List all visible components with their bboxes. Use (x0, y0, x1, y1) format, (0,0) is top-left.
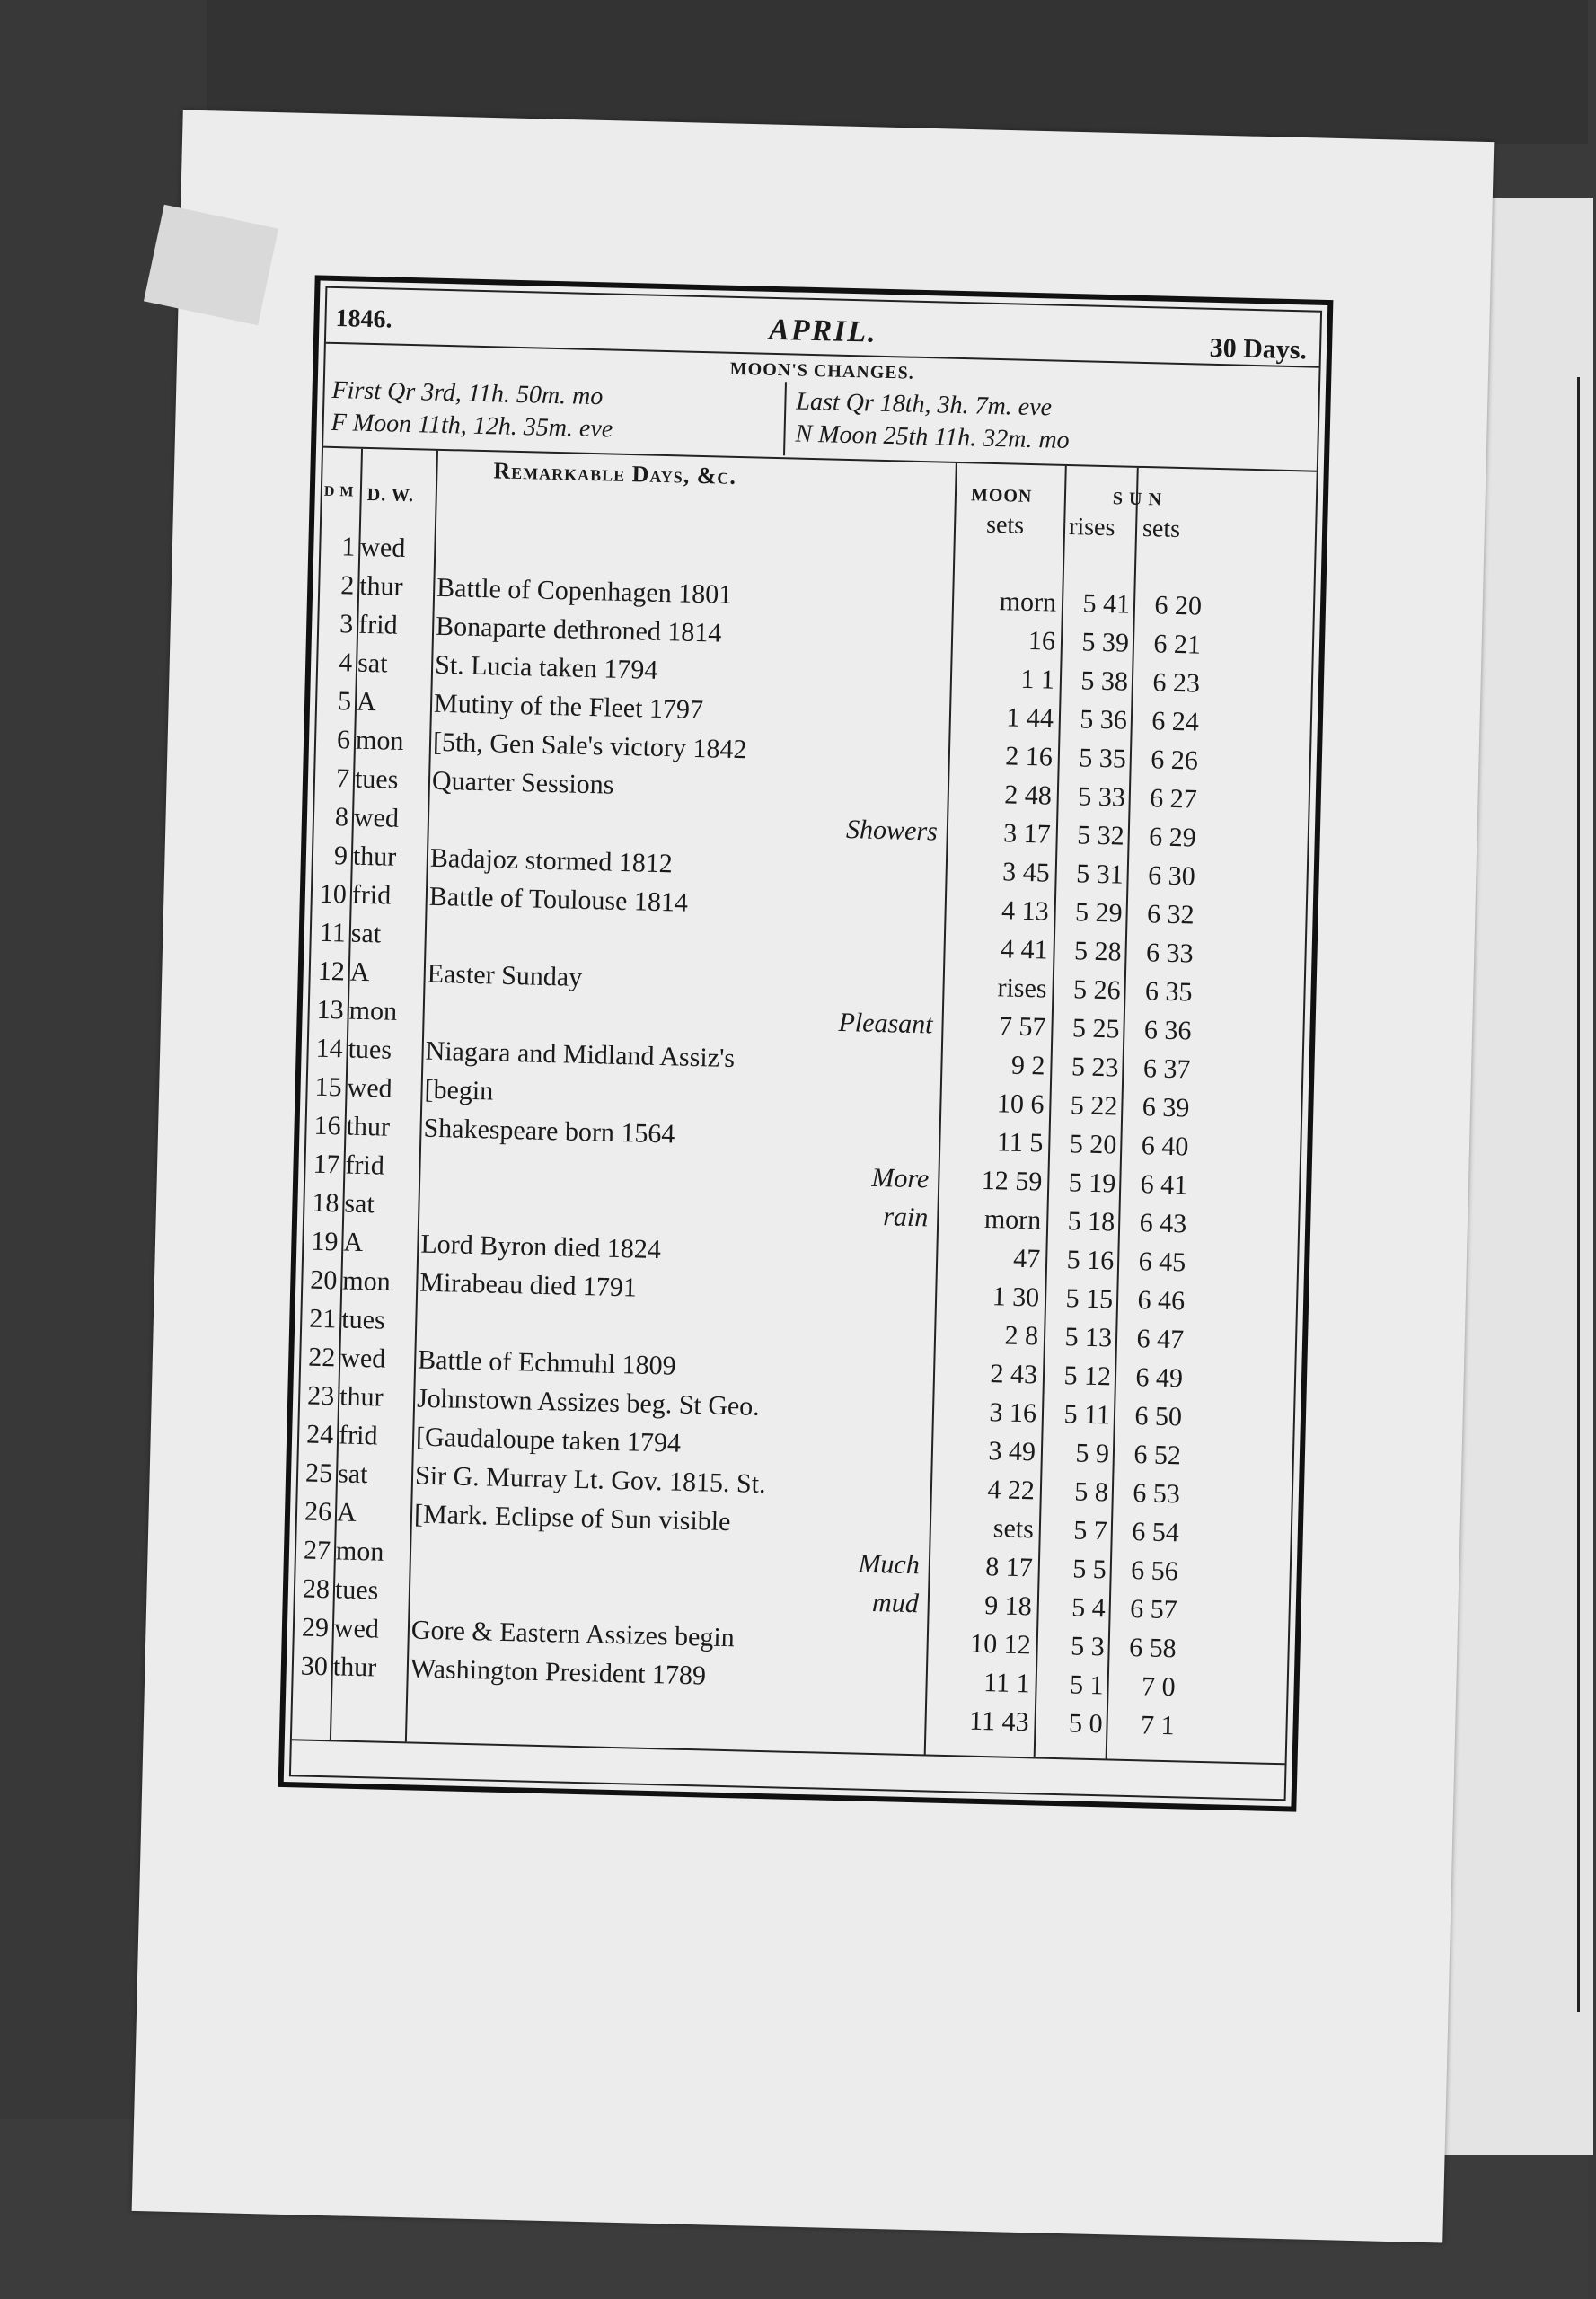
sun-rises: 5 29 (1074, 897, 1124, 929)
sun-header: S U N (1112, 489, 1163, 510)
day-of-month: 6 (336, 725, 351, 755)
day-of-week: A (356, 686, 377, 718)
sun-sets: 6 46 (1137, 1285, 1186, 1317)
sun-rises: 5 38 (1080, 665, 1129, 697)
day-of-month: 27 (303, 1535, 331, 1566)
day-of-month: 28 (302, 1573, 331, 1605)
moon-time: 9 2 (1010, 1050, 1045, 1081)
moon-time: 4 41 (1000, 934, 1049, 965)
day-of-week: frid (351, 879, 392, 911)
sun-sets: 6 45 (1138, 1246, 1186, 1278)
day-of-month: 29 (301, 1612, 330, 1643)
sun-rises: 5 19 (1068, 1167, 1116, 1199)
sun-sets: 6 30 (1147, 860, 1196, 892)
remarkable-days-header: Remarkable Days, &c. (493, 457, 737, 489)
day-of-month: 18 (312, 1187, 339, 1219)
day-of-month (293, 1685, 327, 1686)
sun-rises: 5 35 (1078, 743, 1127, 774)
day-of-week: tues (354, 763, 399, 795)
day-of-month: 2 (339, 570, 355, 601)
moon-time: 3 16 (989, 1397, 1037, 1429)
sun-rises: 5 3 (1070, 1631, 1106, 1662)
moon-time: 9 18 (983, 1590, 1033, 1622)
sun-sets: 6 47 (1136, 1324, 1185, 1355)
moon-time: 3 45 (1001, 857, 1051, 888)
sun-sets: 6 20 (1154, 590, 1203, 621)
day-of-week: wed (339, 1343, 386, 1374)
day-of-month: 13 (316, 994, 345, 1026)
sun-sets: 6 33 (1145, 938, 1194, 969)
moon-changes-right (795, 386, 1300, 463)
sun-sets: 7 1 (1140, 1710, 1175, 1741)
day-of-week: thur (358, 570, 404, 602)
sun-rises: 5 31 (1075, 859, 1124, 890)
sun-rises: 5 11 (1063, 1399, 1111, 1431)
day-of-week: sat (344, 1188, 375, 1220)
moon-time: 2 43 (990, 1359, 1038, 1390)
sun-sets: 6 40 (1141, 1131, 1189, 1162)
moon-time: 3 49 (988, 1436, 1036, 1467)
day-of-month: 12 (317, 956, 346, 987)
moon-time: 1 44 (1006, 702, 1054, 734)
moon-time: 7 57 (998, 1011, 1046, 1043)
day-of-week: thur (352, 841, 397, 872)
sun-rises: 5 36 (1080, 704, 1128, 736)
last-quarter: Last Qr 18th, 3h. 7m. eve (796, 387, 1053, 422)
day-of-month: 4 (338, 647, 353, 678)
day-of-week: frid (345, 1150, 385, 1181)
remarkable-event: Quarter Sessions (431, 765, 614, 800)
remarkable-event: [5th, Gen Sale's victory 1842 (432, 727, 747, 765)
sun-rises: 5 7 (1072, 1515, 1108, 1546)
almanac-frame-inner (289, 286, 1322, 1801)
day-of-month: 14 (315, 1033, 344, 1064)
day-of-week: mon (341, 1265, 392, 1297)
moon-time: morn (983, 1203, 1042, 1236)
day-of-week: tues (348, 1034, 392, 1065)
remarkable-event: Battle of Echmuhl 1809 (417, 1344, 677, 1381)
sun-rises: 5 39 (1081, 627, 1130, 658)
moon-time: 1 1 (1020, 664, 1055, 695)
day-of-week: wed (359, 532, 406, 563)
moon-time: 2 48 (1003, 780, 1053, 811)
remarkable-event: Gore & Eastern Assizes begin (410, 1615, 736, 1653)
remarkable-event: Easter Sunday (427, 958, 583, 992)
day-of-week: wed (347, 1072, 393, 1104)
remarkable-event: Battle of Copenhagen 1801 (436, 572, 733, 610)
sun-sets: 6 49 (1135, 1362, 1184, 1394)
dw-header: D. W. (366, 484, 415, 506)
calendar-rows (292, 527, 1314, 1748)
sun-sets: 6 57 (1129, 1594, 1178, 1625)
sun-sets: 6 58 (1128, 1633, 1177, 1664)
remarkable-event: Sir G. Murray Lt. Gov. 1815. St. (414, 1460, 766, 1500)
moon-time: 11 5 (996, 1127, 1044, 1158)
remarkable-event: Battle of Toulouse 1814 (428, 881, 689, 918)
day-of-month: 9 (333, 841, 348, 871)
sun-sets: 6 26 (1150, 744, 1199, 776)
weather-note: Pleasant (838, 1007, 933, 1040)
sun-rises: 5 15 (1065, 1283, 1114, 1315)
sun-sets: 6 23 (1152, 667, 1201, 699)
remarkable-event (438, 530, 950, 542)
moon-header: MOON (970, 485, 1033, 506)
moon-changes-left (331, 374, 781, 450)
day-of-week: frid (338, 1420, 378, 1451)
remarkable-event: [begin (424, 1074, 494, 1106)
day-of-week: mon (335, 1536, 384, 1567)
day-of-month: 15 (314, 1071, 343, 1103)
sun-rises: 5 9 (1075, 1438, 1110, 1469)
sun-sets: 6 54 (1131, 1517, 1180, 1548)
sun-rises-header: rises (1068, 512, 1115, 542)
sun-rises: 5 33 (1077, 781, 1126, 813)
day-of-month: 7 (335, 763, 350, 794)
day-of-week: mon (355, 725, 404, 756)
day-of-week: wed (333, 1613, 380, 1644)
new-moon: N Moon 25th 11h. 32m. mo (795, 419, 1071, 454)
moon-changes-title: MOON'S CHANGES. (729, 358, 915, 383)
calendar-table (292, 448, 1317, 1764)
weather-note: More (871, 1162, 930, 1194)
moon-time: rises (997, 973, 1047, 1004)
month-title: APRIL. (768, 313, 878, 349)
year-label: 1846. (335, 304, 392, 334)
remarkable-event: Johnstown Assizes beg. St Geo. (416, 1383, 761, 1422)
weather-note: mud (871, 1588, 920, 1619)
moon-time: 4 13 (1001, 895, 1050, 927)
sun-rises: 5 0 (1068, 1708, 1103, 1740)
moon-time: 3 17 (1002, 818, 1052, 850)
sun-rises: 5 8 (1073, 1476, 1109, 1508)
weather-note: Showers (845, 815, 939, 847)
sun-rises: 5 5 (1071, 1554, 1107, 1585)
moon-time (959, 542, 1058, 545)
day-of-month: 26 (304, 1496, 332, 1528)
remarkable-event: Bonaparte dethroned 1814 (435, 611, 722, 648)
sun-sets: 6 35 (1144, 976, 1193, 1008)
sun-rises: 5 1 (1069, 1669, 1105, 1701)
moon-time: 11 1 (983, 1668, 1031, 1699)
sun-sets: 6 21 (1153, 629, 1202, 660)
days-count: 30 Days. (1209, 332, 1308, 366)
remarkable-event: Mutiny of the Fleet 1797 (433, 688, 704, 726)
moon-time: 47 (1012, 1243, 1041, 1274)
sun-rises: 5 23 (1071, 1052, 1119, 1083)
moon-time: 16 (1027, 625, 1056, 656)
almanac-frame (278, 275, 1334, 1811)
day-of-month: 3 (339, 609, 354, 639)
day-of-month: 5 (337, 686, 352, 717)
remarkable-event: [Mark. Eclipse of Sun visible (413, 1499, 731, 1537)
sun-sets: 7 0 (1141, 1671, 1177, 1703)
day-of-month: 24 (305, 1419, 334, 1450)
sun-rises: 5 26 (1072, 974, 1121, 1006)
sun-sets: 6 43 (1139, 1208, 1187, 1239)
moon-time: 2 16 (1004, 741, 1054, 772)
day-of-week: frid (357, 609, 398, 640)
moon-time: sets (992, 1513, 1035, 1545)
sun-rises: 5 32 (1076, 820, 1125, 851)
remarkable-event: Badajoz stormed 1812 (429, 842, 674, 879)
moon-time: 12 59 (981, 1165, 1043, 1197)
remarkable-event: Washington President 1789 (410, 1653, 707, 1691)
day-of-month: 20 (310, 1264, 338, 1296)
moon-divider (783, 382, 787, 455)
day-of-week: thur (332, 1652, 377, 1683)
day-of-week: A (336, 1497, 357, 1528)
full-moon: F Moon 11th, 12h. 35m. eve (331, 408, 613, 444)
moon-time: morn (999, 586, 1057, 618)
sun-sets: 6 39 (1142, 1092, 1190, 1123)
day-of-month: 19 (311, 1226, 339, 1257)
sun-sets: 6 52 (1133, 1440, 1182, 1471)
day-of-week: wed (353, 802, 400, 833)
day-of-month: 17 (313, 1149, 340, 1180)
sun-sets: 6 53 (1132, 1478, 1181, 1510)
moon-sets-header: sets (985, 510, 1025, 540)
sun-sets-header: sets (1142, 514, 1181, 544)
sun-rises: 5 28 (1073, 936, 1122, 967)
weather-note: rain (882, 1202, 929, 1233)
first-quarter: First Qr 3rd, 11h. 50m. mo (331, 375, 604, 411)
remarkable-event: St. Lucia taken 1794 (434, 649, 658, 685)
day-of-week: sat (357, 647, 388, 679)
day-of-week: A (349, 956, 370, 988)
sun-sets: 6 37 (1142, 1053, 1191, 1085)
moon-time: 4 22 (987, 1475, 1036, 1506)
remarkable-event: Shakespeare born 1564 (423, 1113, 675, 1150)
facing-page-rule (1577, 377, 1596, 2012)
remarkable-event: Mirabeau died 1791 (419, 1267, 638, 1303)
day-of-month: 8 (334, 802, 349, 832)
remarkable-event: Niagara and Midland Assiz's (425, 1035, 736, 1074)
sun-sets: 6 50 (1134, 1401, 1183, 1432)
sun-rises: 5 20 (1069, 1129, 1117, 1160)
sun-sets: 6 29 (1148, 822, 1197, 853)
day-of-month: 30 (300, 1651, 329, 1682)
moon-time: 2 8 (1004, 1320, 1039, 1352)
day-of-month: 1 (340, 532, 356, 562)
sun-sets: 6 32 (1146, 899, 1195, 930)
sun-rises: 5 13 (1064, 1322, 1113, 1353)
day-of-week: sat (337, 1458, 368, 1490)
sun-sets: 6 41 (1140, 1169, 1188, 1201)
day-of-week: thur (346, 1111, 391, 1142)
day-of-month: 22 (307, 1342, 336, 1373)
moon-time: 10 6 (996, 1088, 1045, 1120)
dm-header: D M (323, 483, 355, 500)
sun-sets: 6 27 (1149, 783, 1198, 815)
day-of-month: 21 (308, 1303, 337, 1334)
sun-sets: 6 24 (1151, 706, 1200, 737)
day-of-month: 16 (313, 1110, 342, 1141)
sun-sets (1141, 547, 1204, 549)
moon-time: 11 43 (968, 1705, 1030, 1738)
sun-sets: 6 56 (1130, 1555, 1179, 1587)
day-of-week: tues (334, 1574, 379, 1606)
day-of-month: 25 (304, 1458, 333, 1489)
day-of-week: thur (339, 1381, 384, 1413)
sun-rises: 5 25 (1071, 1013, 1120, 1044)
sun-rises (1067, 545, 1132, 547)
day-of-week: mon (348, 995, 398, 1026)
day-of-month: 11 (319, 917, 347, 948)
sun-rises: 5 41 (1082, 588, 1131, 620)
day-of-month: 23 (306, 1380, 335, 1412)
sun-rises: 5 16 (1066, 1245, 1115, 1276)
remarkable-event: [Gaudaloupe taken 1794 (415, 1422, 682, 1458)
day-of-week: tues (340, 1304, 386, 1335)
day-of-week: A (343, 1227, 364, 1258)
sun-rises: 5 4 (1071, 1592, 1107, 1624)
moon-time: 10 12 (969, 1628, 1032, 1660)
moon-time: 1 30 (992, 1282, 1040, 1313)
weather-note: Much (858, 1548, 921, 1581)
sun-rises: 5 22 (1070, 1090, 1118, 1122)
day-of-week: sat (350, 918, 382, 949)
moon-time: 8 17 (984, 1552, 1034, 1583)
remarkable-event: Lord Byron died 1824 (420, 1229, 662, 1265)
sun-sets: 6 36 (1143, 1015, 1192, 1046)
day-of-month: 10 (319, 878, 348, 910)
sun-rises: 5 18 (1067, 1206, 1115, 1238)
sun-rises: 5 12 (1063, 1361, 1112, 1392)
